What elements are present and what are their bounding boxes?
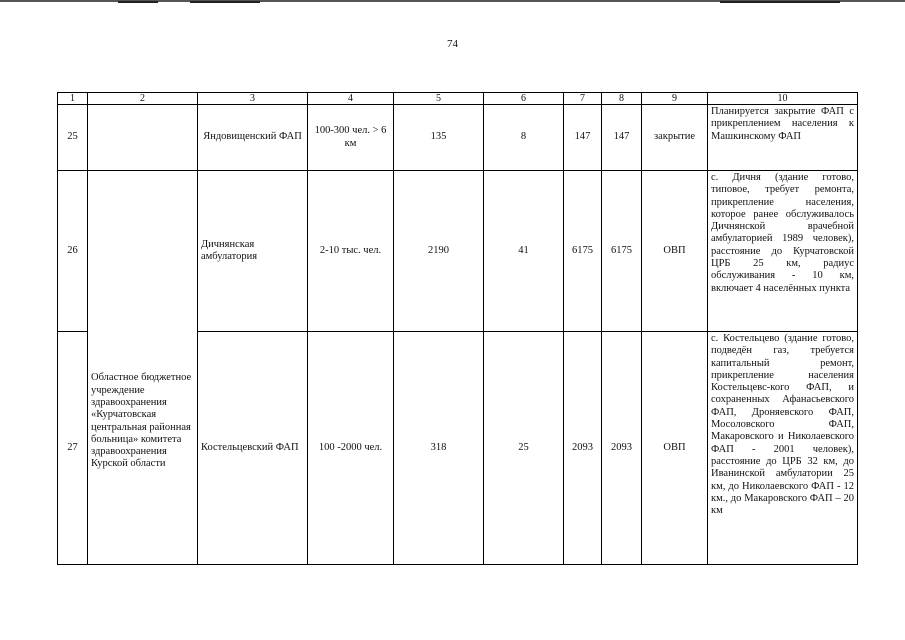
note: с. Дичня (здание готово, типовое, требует ремонта, прикрепление населения, которое ранее обслуживалось Дичнянской врачебной амбулаторией 1989 человек), расстояние до Курчатовской ЦРБ 25 км, радиус обслуживания - 10 км, включает 4 населённых пункта (708, 171, 858, 332)
scan-artifact (190, 1, 260, 3)
header-cell: 7 (564, 93, 602, 105)
facility-name: Костельцевский ФАП (198, 332, 308, 565)
header-cell: 8 (602, 93, 642, 105)
status: ОВП (642, 171, 708, 332)
note: Планируется закрытие ФАП с прикреплением населения к Машкинскому ФАП (708, 105, 858, 171)
header-row (58, 93, 858, 105)
value-col7: 6175 (564, 171, 602, 332)
organization-name (88, 171, 198, 565)
header-cell: 6 (484, 93, 564, 105)
status: закрытие (642, 105, 708, 171)
value-col6: 41 (484, 171, 564, 332)
population-range: 100-300 чел. > 6 км (308, 105, 394, 171)
population-range: 2-10 тыс. чел. (308, 171, 394, 332)
row-number: 26 (58, 171, 88, 332)
value-col5: 2190 (394, 171, 484, 332)
facility-name: Яндовищенский ФАП (198, 105, 308, 171)
facility-name: Дичнянская амбулатория (198, 171, 308, 332)
value-col8: 6175 (602, 171, 642, 332)
population-range: 100 -2000 чел. (308, 332, 394, 565)
scan-artifact (720, 1, 840, 3)
header-cell: 2 (88, 93, 198, 105)
header-cell: 3 (198, 93, 308, 105)
organization-cell-empty (88, 105, 198, 171)
table-row (58, 105, 858, 171)
value-col8: 2093 (602, 332, 642, 565)
header-cell: 9 (642, 93, 708, 105)
value-col6: 8 (484, 105, 564, 171)
value-col5: 318 (394, 332, 484, 565)
value-col7: 147 (564, 105, 602, 171)
scan-artifact (118, 1, 158, 3)
organization-label: Областное бюджетное учреждение здравоохранения «Курчатовская центральная районная больница» комитета здравоохранения Курской области (91, 372, 192, 470)
table-row (58, 171, 858, 332)
header-cell: 4 (308, 93, 394, 105)
facilities-table (57, 92, 858, 565)
value-col5: 135 (394, 105, 484, 171)
header-cell: 5 (394, 93, 484, 105)
value-col8: 147 (602, 105, 642, 171)
value-col6: 25 (484, 332, 564, 565)
page-number: 74 (447, 38, 458, 50)
value-col7: 2093 (564, 332, 602, 565)
row-number: 27 (58, 332, 88, 565)
header-cell: 10 (708, 93, 858, 105)
row-number: 25 (58, 105, 88, 171)
header-cell: 1 (58, 93, 88, 105)
status: ОВП (642, 332, 708, 565)
note: с. Костельцево (здание готово, подведён газ, требуется капитальный ремонт, прикрепление населения Костельцевс-кого ФАП, и сохраненных Афанасьевского ФАП, Дроняевского ФАП, Мосоловского ФАП, Макаровского и Николаевского ФАП - 2001 человек), расстояние до ЦРБ 32 км, до Иванинской амбулатории 25 км, до Николаевского ФАП - 12 км., до Макаровского ФАП – 20 км (708, 332, 858, 565)
